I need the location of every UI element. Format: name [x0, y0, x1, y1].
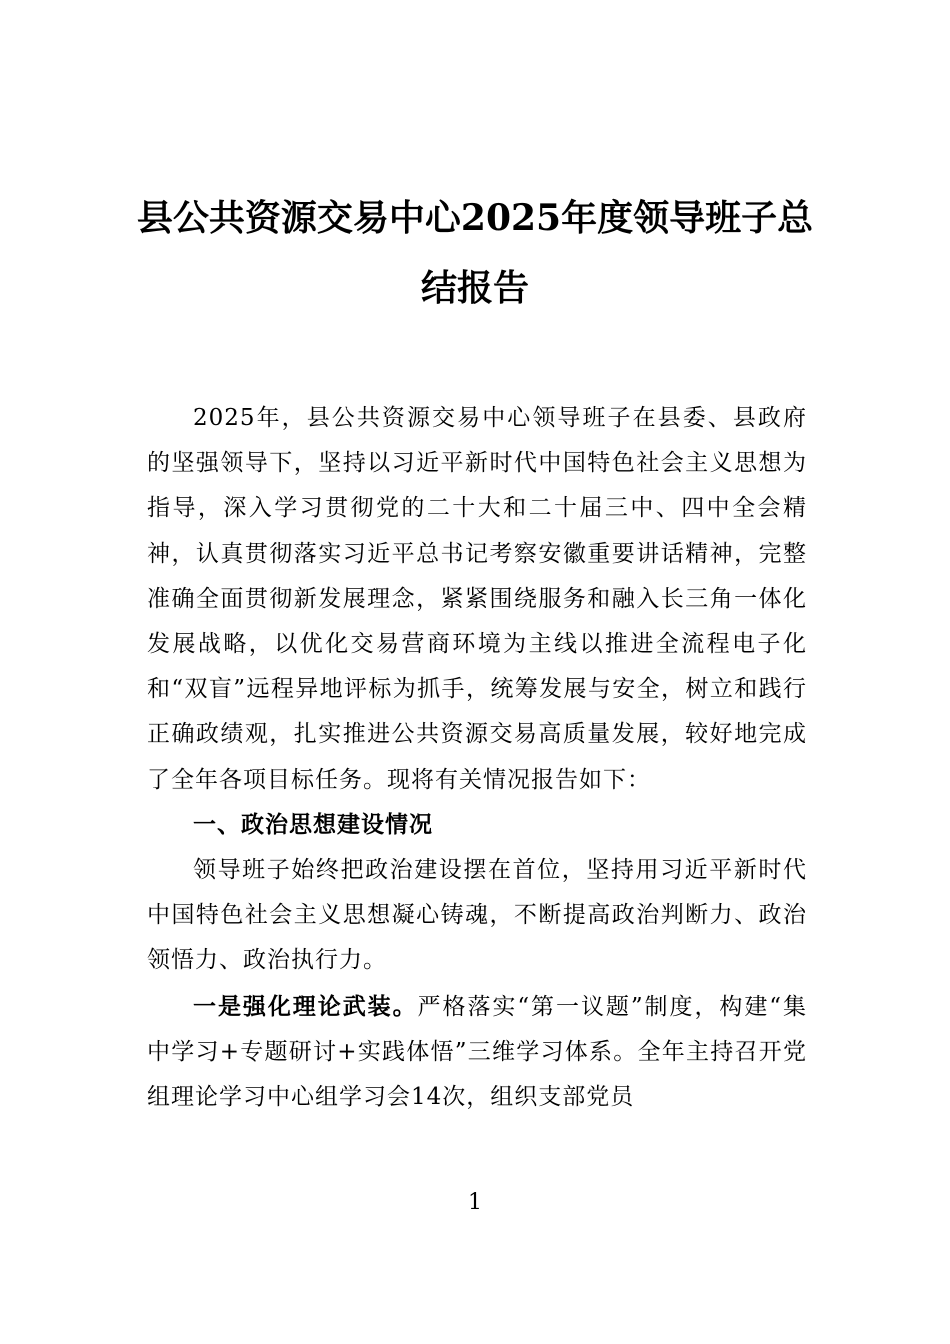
- document-title-line-1: 县公共资源交易中心2025年度领导班子总: [136, 197, 814, 239]
- point-1-paragraph: [147, 984, 807, 1121]
- section-1-paragraph: 领导班子始终把政治建设摆在首位，坚持用习近平新时代中国特色社会主义思想凝心铸魂，不断提高政治判断力、政治领悟力、政治执行力。: [147, 857, 807, 974]
- intro-paragraph: 2025年，县公共资源交易中心领导班子在县委、县政府的坚强领导下，坚持以习近平新时代中国特色社会主义思想为指导，深入学习贯彻党的二十大和二十届三中、四中全会精神，认真贯彻落实习近平总书记考察安徽重要讲话精神，完整准确全面贯彻新发展理念，紧紧围绕服务和融入长三角一体化发展战略，以优化交易营商环境为主线以推进全流程电子化和“双盲”远程异地评标为抓手，统筹发展与安全，树立和践行正确政绩观，扎实推进公共资源交易高质量发展，较好地完成了全年各项目标任务。现将有关情况报告如下：: [147, 405, 807, 793]
- section-1-heading: 一、政治思想建设情况: [193, 811, 433, 838]
- point-1-lead: 一是强化理论武装。: [193, 992, 418, 1020]
- document-title-line-2: 结报告: [420, 267, 529, 309]
- page-number: 1: [468, 1190, 482, 1215]
- document-body: [147, 396, 807, 1120]
- point-1-body: 严格落实“第一议题”制度，构建“集中学习+专题研讨+实践体悟”三维学习体系。全年主持召开党组理论学习中心组学习会14次，组织支部党员: [147, 993, 808, 1111]
